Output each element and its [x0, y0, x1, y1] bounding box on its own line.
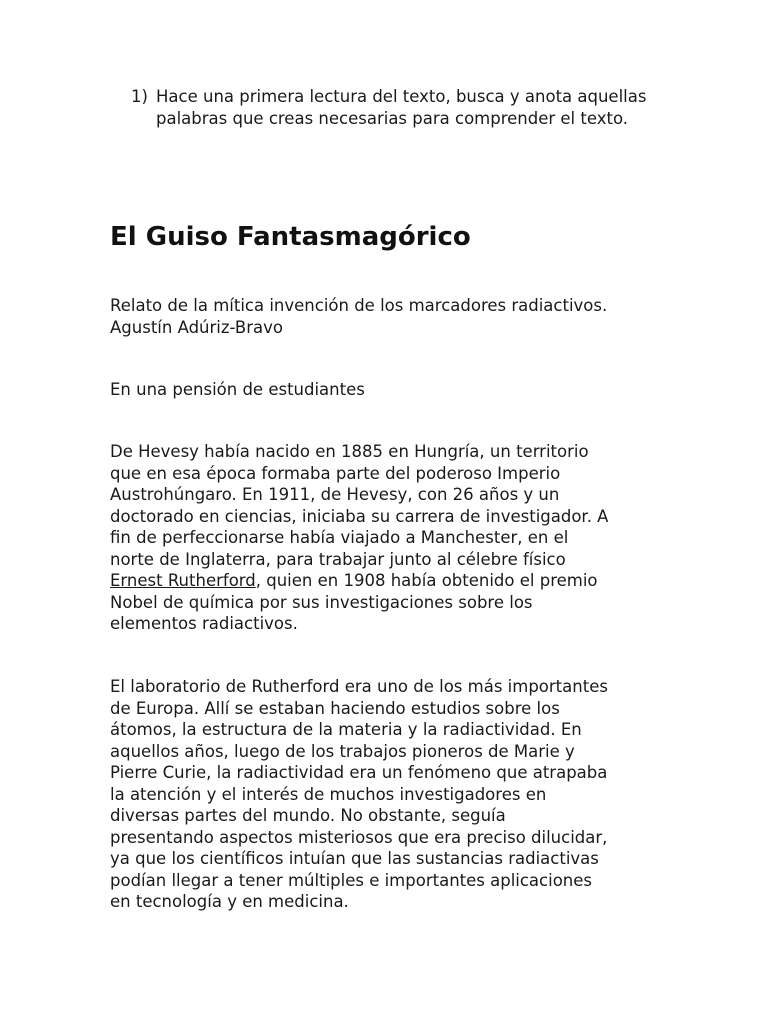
paragraph-line: en tecnología y en medicina. [110, 892, 349, 911]
paragraph-line: De Hevesy había nacido en 1885 en Hungría, un territorio [110, 442, 589, 461]
paragraph-line: podían llegar a tener múltiples e importantes aplicaciones [110, 870, 593, 890]
paragraph-line: presentando aspectos misteriosos que era preciso dilucidar, [110, 827, 608, 847]
document-title: El Guiso Fantasmagórico [110, 222, 471, 252]
paragraph-line: Austrohúngaro. En 1911, de Hevesy, con 26 años y un [110, 485, 560, 504]
paragraph-line: átomos, la estructura de la materia y la radiactividad. En [110, 720, 582, 739]
instruction-text: Hace una primera lectura del texto, busca y anota aquellas palabras que creas necesarias para comprender el texto. [156, 87, 647, 128]
section-heading: En una pensión de estudiantes [110, 380, 365, 399]
subtitle-description: Relato de la mítica invención de los marcadores radiactivos. [110, 296, 608, 315]
paragraph-line: ya que los científicos intuían que las sustancias radiactivas [110, 849, 599, 868]
paragraph-line: El laboratorio de Rutherford era uno de los más importantes [110, 677, 608, 696]
paragraph-line: aquellos años, luego de los trabajos pioneros de Marie y [110, 741, 575, 761]
paragraph-line-with-link [110, 570, 675, 592]
subtitle-block [110, 295, 690, 338]
instruction-number: 1) [131, 87, 148, 106]
paragraph-line: elementos radiactivos. [110, 614, 298, 633]
instruction-item [131, 86, 651, 129]
paragraph-line: Pierre Curie, la radiactividad era un fenómeno que atrapaba [110, 763, 608, 782]
paragraph-line: Nobel de química por sus investigaciones sobre los [110, 592, 533, 612]
subtitle-author: Agustín Adúriz-Bravo [110, 317, 283, 337]
paragraph-line: que en esa época formaba parte del poderoso Imperio [110, 463, 561, 483]
paragraph-line: la atención y el interés de muchos investigadores en [110, 784, 547, 804]
paragraph-line: de Europa. Allí se estaban haciendo estudios sobre los [110, 698, 560, 718]
rutherford-link[interactable]: Ernest Rutherford [110, 571, 256, 590]
paragraph-2 [110, 676, 675, 913]
paragraph-line: diversas partes del mundo. No obstante, seguía [110, 806, 506, 825]
paragraph-line: norte de Inglaterra, para trabajar junto al célebre físico [110, 549, 566, 569]
paragraph-line: doctorado en ciencias, iniciaba su carrera de investigador. A [110, 506, 609, 526]
paragraph-line: fin de perfeccionarse había viajado a Manchester, en el [110, 528, 569, 547]
paragraph-text-after-link: , quien en 1908 había obtenido el premio [255, 571, 598, 590]
paragraph-1 [110, 441, 675, 635]
